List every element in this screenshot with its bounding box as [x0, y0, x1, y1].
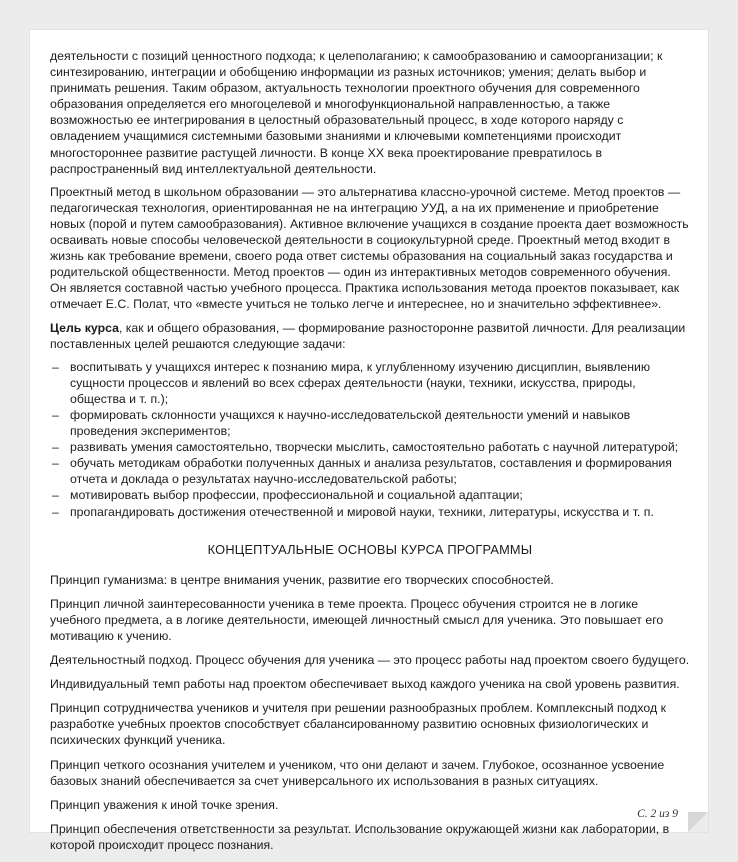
paragraph: Проектный метод в школьном образовании — это альтернатива классно-урочной системе. Метод проектов — педагогическая технология, ориентированная не на интеграцию УУД, а на их применение и приобретение новых (порой и путем самообразования). Активное включение учащихся в создание проекта дает возможность осваивать новые способы человеческой деятельности в социокультурной среде. Проектный метод входит в жизнь как требование времени, своего рода ответ системы образования на социальный заказ государства и родительской общественности. Метод проектов — один из интерактивных методов современного обучения. Он является составной частью учебного процесса. Практика использования метода проектов показывает, как отмечает Е.С. Полат, что «вместе учиться не только легче и интереснее, но и значительно эффективнее». — [50, 184, 689, 312]
list-item: – пропагандировать достижения отечественной и мировой науки, техники, литературы, искусства и т. п. — [52, 504, 654, 519]
list-item: – развивать умения самостоятельно, творчески мыслить, самостоятельно работать с научной литературой; — [52, 440, 679, 455]
list-dash: – — [52, 407, 59, 422]
principle-paragraph: Принцип сотрудничества учеников и учителя при решении разнообразных проблем. Комплексный подход к разработке учебных проектов способствует сбалансированному развитию основных физиологических и психических функций ученика. — [50, 701, 666, 748]
paragraph: деятельности с позиций ценностного подхода; к целеполаганию; к самообразованию и самоорганизации; к синтезированию, интеграции и обобщению информации из разных источников; умения; делать выбор и принимать решения. Таким образом, актуальность технологии проектного обучения для современного образования определяется его многоцелевой и многофункциональной направленностью, а также возможностью ее интегрирования в целостный образовательный процесс, в ходе которого наряду с овладением учащимися системными базовыми знаниями и ключевыми компетенциями происходит многостороннее развитие растущей личности. В конце XX века проектирование превратилось в распространенный вид интеллектуальной деятельности. — [50, 49, 663, 176]
course-goal-paragraph — [50, 320, 690, 352]
principle-paragraph: Индивидуальный темп работы над проектом обеспечивает выход каждого ученика на свой уровень развития. — [50, 677, 680, 692]
list-item: – формировать склонности учащихся к научно-исследовательской деятельности умений и навыков проведения экспериментов; — [52, 407, 631, 439]
section-heading: КОНЦЕПТУАЛЬНЫЕ ОСНОВЫ КУРСА ПРОГРАММЫ — [207, 541, 533, 557]
list-dash: – — [52, 440, 59, 455]
list-item: – мотивировать выбор профессии, профессиональной и социальной адаптации; — [52, 488, 523, 503]
principle-paragraph: Принцип гуманизма: в центре внимания ученик, развитие его творческих способностей. — [50, 572, 554, 587]
list-dash: – — [52, 504, 59, 519]
tasks-list — [50, 359, 690, 520]
principle-paragraph: Принцип четкого осознания учителем и учеником, что они делают и зачем. Глубокое, осознанное усвоение базовых знаний обеспечивается за счет универсального их использования в разных ситуациях. — [50, 757, 665, 788]
course-goal-lead: Цель курса — [50, 320, 119, 335]
principles-section — [50, 572, 690, 853]
principle-paragraph: Принцип обеспечения ответственности за результат. Использование окружающей жизни как лаборатории, в которой происходит процесс познания. — [50, 821, 670, 852]
list-item: – обучать методикам обработки полученных данных и анализа результатов, составления и формирования отчета и доклада о результатах научно-исследовательской работы; — [52, 456, 672, 487]
page-number: С. 2 из 9 — [637, 808, 678, 820]
course-goal-text: , как и общего образования, — формирование разносторонне развитой личности. Для реализации поставленных целей решаются следующие задачи: — [50, 320, 686, 351]
list-dash: – — [52, 456, 59, 471]
document-page — [30, 30, 708, 852]
principle-paragraph: Принцип личной заинтересованности ученика в теме проекта. Процесс обучения строится не в логике учебного предмета, а в логике деятельности, имеющей личностный смысл для ученика. Это повышает его мотивацию к учению. — [50, 596, 664, 643]
list-dash: – — [52, 359, 59, 374]
list-dash: – — [52, 488, 59, 503]
list-item: – воспитывать у учащихся интерес к познанию мира, к углубленному изучению дисциплин, выявлению сущности процессов и явлений во всех сферах деятельности (науки, техники, искусства, природы, общества и т. п.); — [52, 359, 651, 406]
page-content — [50, 48, 690, 861]
principle-paragraph: Принцип уважения к иной точке зрения. — [50, 797, 279, 812]
page-corner-fold — [688, 812, 708, 832]
principle-paragraph: Деятельностный подход. Процесс обучения для ученика — это процесс работы над проектом своего будущего. — [50, 653, 690, 668]
